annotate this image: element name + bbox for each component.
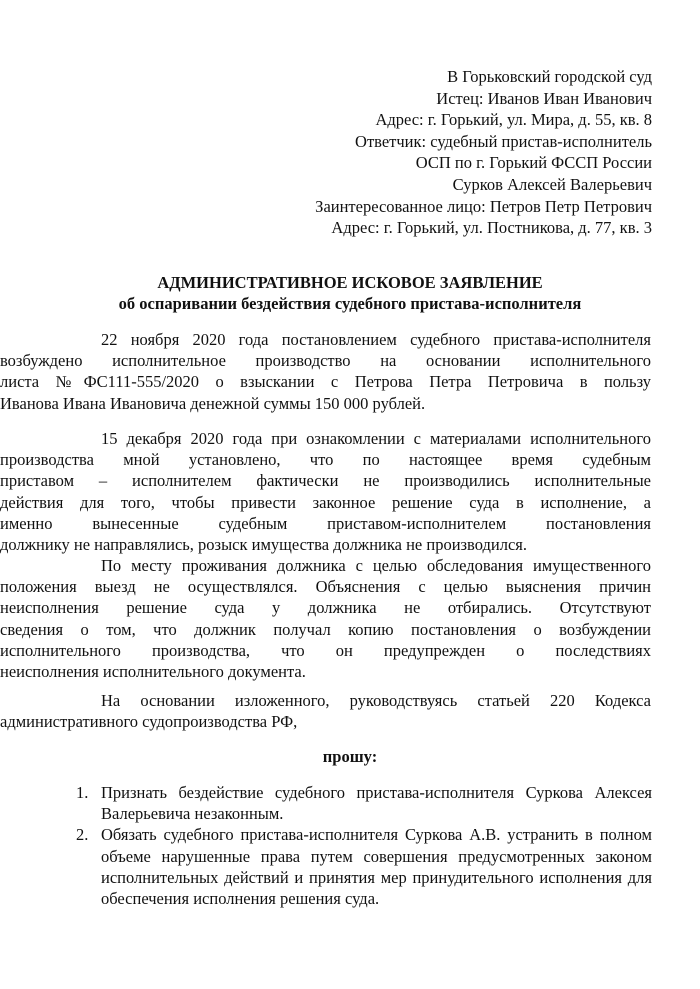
list-item-line: обеспечения исполнения решения суда.	[101, 889, 380, 909]
paragraph-line: исполнительного производства, что он предупрежден о последствиях	[0, 640, 651, 660]
list-item-line: Признать бездействие судебного пристава-исполнителя Суркова Алексея	[101, 783, 652, 802]
plaintiff-address: Адрес: г. Горький, ул. Мира, д. 55, кв. 8	[375, 110, 652, 130]
list-item	[76, 782, 652, 824]
list-item-number: 1.	[76, 783, 89, 802]
defendant-department: ОСП по г. Горький ФССП России	[415, 153, 652, 173]
paragraph-line: положения выезд не осуществлялся. Объяснения с целью выяснения причин	[0, 577, 651, 597]
list-item-line: объеме нарушенные права путем совершения предусмотренных законом	[101, 846, 652, 866]
list-item-line: Валерьевича незаконным.	[101, 804, 284, 824]
paragraph-2	[0, 428, 651, 555]
paragraph-line: сведения о том, что должник получал копию постановления о возбуждении	[0, 619, 651, 639]
addressee-block	[315, 66, 652, 239]
paragraph-4	[0, 690, 651, 732]
request-heading: прошу:	[322, 747, 378, 766]
paragraph-line: Иванова Ивана Ивановича денежной суммы 150 000 рублей.	[0, 393, 426, 413]
paragraph-line: На основании изложенного, руководствуясь статьей 220 Кодекса	[101, 691, 651, 710]
paragraph-line: должнику не направлялись, розыск имущества должника не производился.	[0, 535, 527, 555]
title-subtitle: об оспаривании бездействия судебного пристава-исполнителя	[118, 294, 582, 313]
interested-party-address: Адрес: г. Горький, ул. Постникова, д. 77, кв. 3	[331, 218, 652, 238]
interested-party: Заинтересованное лицо: Петров Петр Петрович	[315, 196, 652, 216]
paragraph-line: По месту проживания должника с целью обследования имущественного	[101, 556, 651, 575]
court-name: В Горьковский городской суд	[447, 67, 652, 86]
paragraph-line: производства мной установлено, что по настоящее время судебным	[0, 450, 651, 470]
document-title	[0, 272, 700, 314]
list-item-line: Обязать судебного пристава-исполнителя Суркова А.В. устранить в полном	[101, 825, 652, 845]
list-item-number: 2.	[76, 825, 89, 845]
paragraph-line: действия для того, чтобы привести законное решение суда в исполнение, а	[0, 492, 651, 512]
paragraph-line: возбуждено исполнительное производство на основании исполнительного	[0, 351, 651, 371]
paragraph-line: неисполнения исполнительного документа.	[0, 662, 306, 682]
paragraph-line: 22 ноября 2020 года постановлением судебного пристава-исполнителя	[101, 330, 651, 349]
title-main: АДМИНИСТРАТИВНОЕ ИСКОВОЕ ЗАЯВЛЕНИЕ	[157, 273, 543, 292]
list-item-line: исполнительных действий и принятия мер принудительного исполнения для	[101, 867, 652, 887]
request-list	[76, 782, 652, 909]
list-item	[76, 824, 652, 909]
plaintiff-name: Истец: Иванов Иван Иванович	[436, 88, 652, 108]
paragraph-line: неисполнения решение суда у должника не отбирались. Отсутствуют	[0, 598, 651, 618]
defendant-name: Сурков Алексей Валерьевич	[452, 174, 652, 194]
paragraph-3	[0, 555, 651, 682]
defendant-title: Ответчик: судебный пристав-исполнитель	[355, 131, 652, 151]
paragraph-line: именно вынесенные судебным приставом-исполнителем постановления	[0, 513, 651, 533]
paragraph-line: приставом – исполнителем фактически не производились исполнительные	[0, 471, 651, 491]
paragraph-1	[0, 329, 651, 414]
paragraph-line: административного судопроизводства РФ,	[0, 712, 298, 732]
paragraph-line: 15 декабря 2020 года при ознакомлении с материалами исполнительного	[101, 429, 651, 448]
paragraph-line: листа №ФС111-555/2020 о взыскании с Петрова Петра Петровича в пользу	[0, 372, 651, 392]
